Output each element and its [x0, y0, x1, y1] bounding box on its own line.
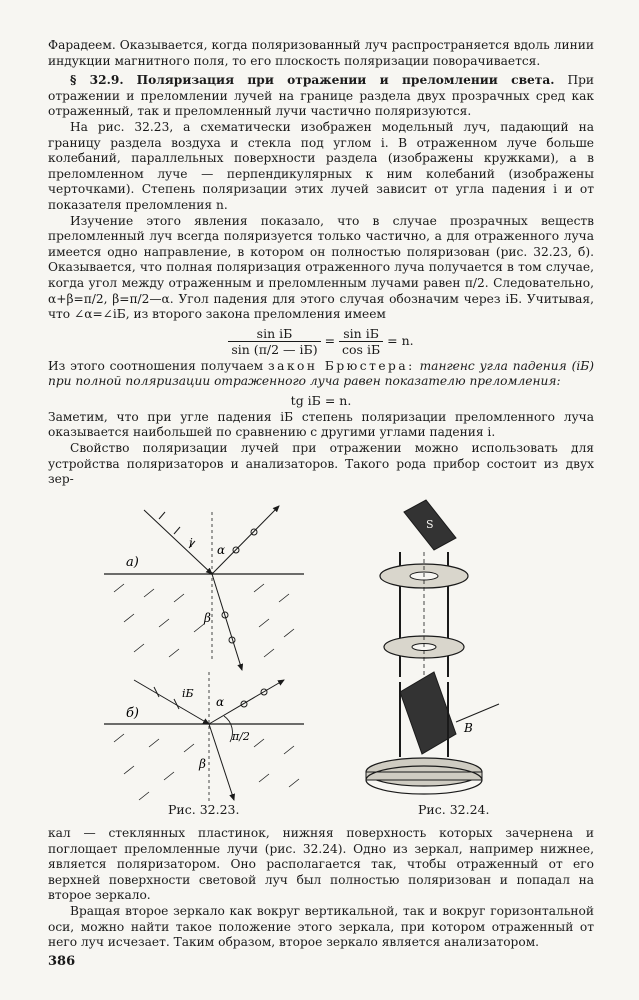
formula1-num2: sin iБ [339, 326, 383, 342]
formula1-num1: sin iБ [228, 326, 320, 342]
fig-b-beta: β [199, 757, 206, 771]
paragraph-6: кал — стеклянных пластинок, нижняя поверхность которых зачернена и поглощает преломленные лучи (рис. 32.24). Одно из зеркал, например нижнее, является поляризатором. Оно располагается так, чтобы отраженный от его верхней поверхности световой луч был полностью поляризован и попадал на второе зеркало. [48, 826, 594, 903]
formula1-den2: cos iБ [342, 341, 381, 357]
fig-b-right-angle: π/2 [232, 730, 250, 743]
paragraph-intro: Фарадеем. Оказывается, когда поляризованный луч распространяется вдоль линии индукции магнитного поля, то его плоскость поляризации поворачивается. [48, 38, 594, 68]
figure-32-24-device [366, 500, 499, 794]
brewster-lead: Из этого соотношения получаем [48, 358, 264, 373]
section-text: При отражении и преломлении лучей на границе раздела двух прозрачных сред как отраженный, так и преломленный лучи частично поляризуются. [48, 73, 595, 119]
fig-b-i: iБ [182, 687, 194, 700]
fig-a-i: i [189, 536, 193, 550]
paragraph-3: Изучение этого явления показало, что в случае прозрачных веществ преломленный луч всегда поляризуется только частично, а для отраженного луча имеется одно направление, в котором он полностью поляризован (рис. 32.23, б). Оказывается, что полная поляризация отраженного луча получается в том случае, когда угол между отраженным и преломленным лучами равен π/2. Следовательно, α+β=π/2, β=π/2—α. Угол падения для этого случая обозначим через iБ. Учитывая, что ∠α=∠iБ, из второго закона преломления имеем [48, 213, 594, 322]
fig-a-label: а) [126, 555, 139, 570]
fig-b-alpha: α [216, 695, 225, 709]
formula1-den1: sin (π/2 — iБ) [231, 341, 318, 357]
bottom-text [48, 826, 594, 951]
formula-snell-brewster [48, 326, 594, 357]
device-b-label: В [464, 721, 473, 735]
figures [104, 492, 564, 822]
paragraph-2: На рис. 32.23, а схематически изображен модельный луч, падающий на границу раздела воздуха и стекла под углом i. В отраженном луче больше колебаний, параллельных поверхности раздела (изображены кружками), а в преломленном луче — перпендикулярных к ним колебаний (изображены черточками). Степень поляризации этих лучей зависит от угла падения i и от показателя преломления n. [48, 119, 594, 212]
fig-a-alpha: α [217, 543, 226, 557]
formula1-eq: = [324, 332, 336, 348]
page-number: 386 [48, 954, 76, 969]
figure-svg [104, 492, 564, 822]
fig-a-beta: β [204, 611, 211, 625]
figure-32-23b [104, 672, 304, 802]
page-body [48, 38, 594, 488]
paragraph-7: Вращая второе зеркало как вокруг вертикальной, так и вокруг горизонтальной оси, можно найти такое положение этого зеркала, при котором отраженный от него луч исчезает. Таким образом, второе зеркало является анализатором. [48, 903, 594, 950]
fig-b-label: б) [126, 706, 140, 721]
brewster-paragraph [48, 359, 594, 390]
paragraph-5: Свойство поляризации лучей при отражении можно использовать для устройства поляризаторов и анализаторов. Такого рода прибор состоит из двух зер- [48, 441, 594, 487]
caption-32-23: Рис. 32.23. [168, 802, 240, 817]
figure-32-23a [104, 506, 304, 670]
section-number: § 32.9. [70, 73, 124, 88]
section-paragraph [48, 73, 594, 120]
caption-32-24: Рис. 32.24. [418, 802, 490, 817]
formula1-tail: = n. [387, 332, 414, 348]
device-s-label: S [426, 518, 434, 531]
paragraph-4: Заметим, что при угле падения iБ степень поляризации преломленного луча оказывается наибольшей по сравнению с другими углами падения i. [48, 409, 594, 440]
brewster-law: закон Брюстера: [268, 358, 415, 373]
formula-brewster: tg iБ = n. [290, 392, 352, 408]
brewster-statement: тангенс угла падения (iБ) при полной поляризации отраженного луча равен показателю преломления: [48, 358, 594, 389]
section-title: Поляризация при отражении и преломлении света. [136, 73, 555, 88]
